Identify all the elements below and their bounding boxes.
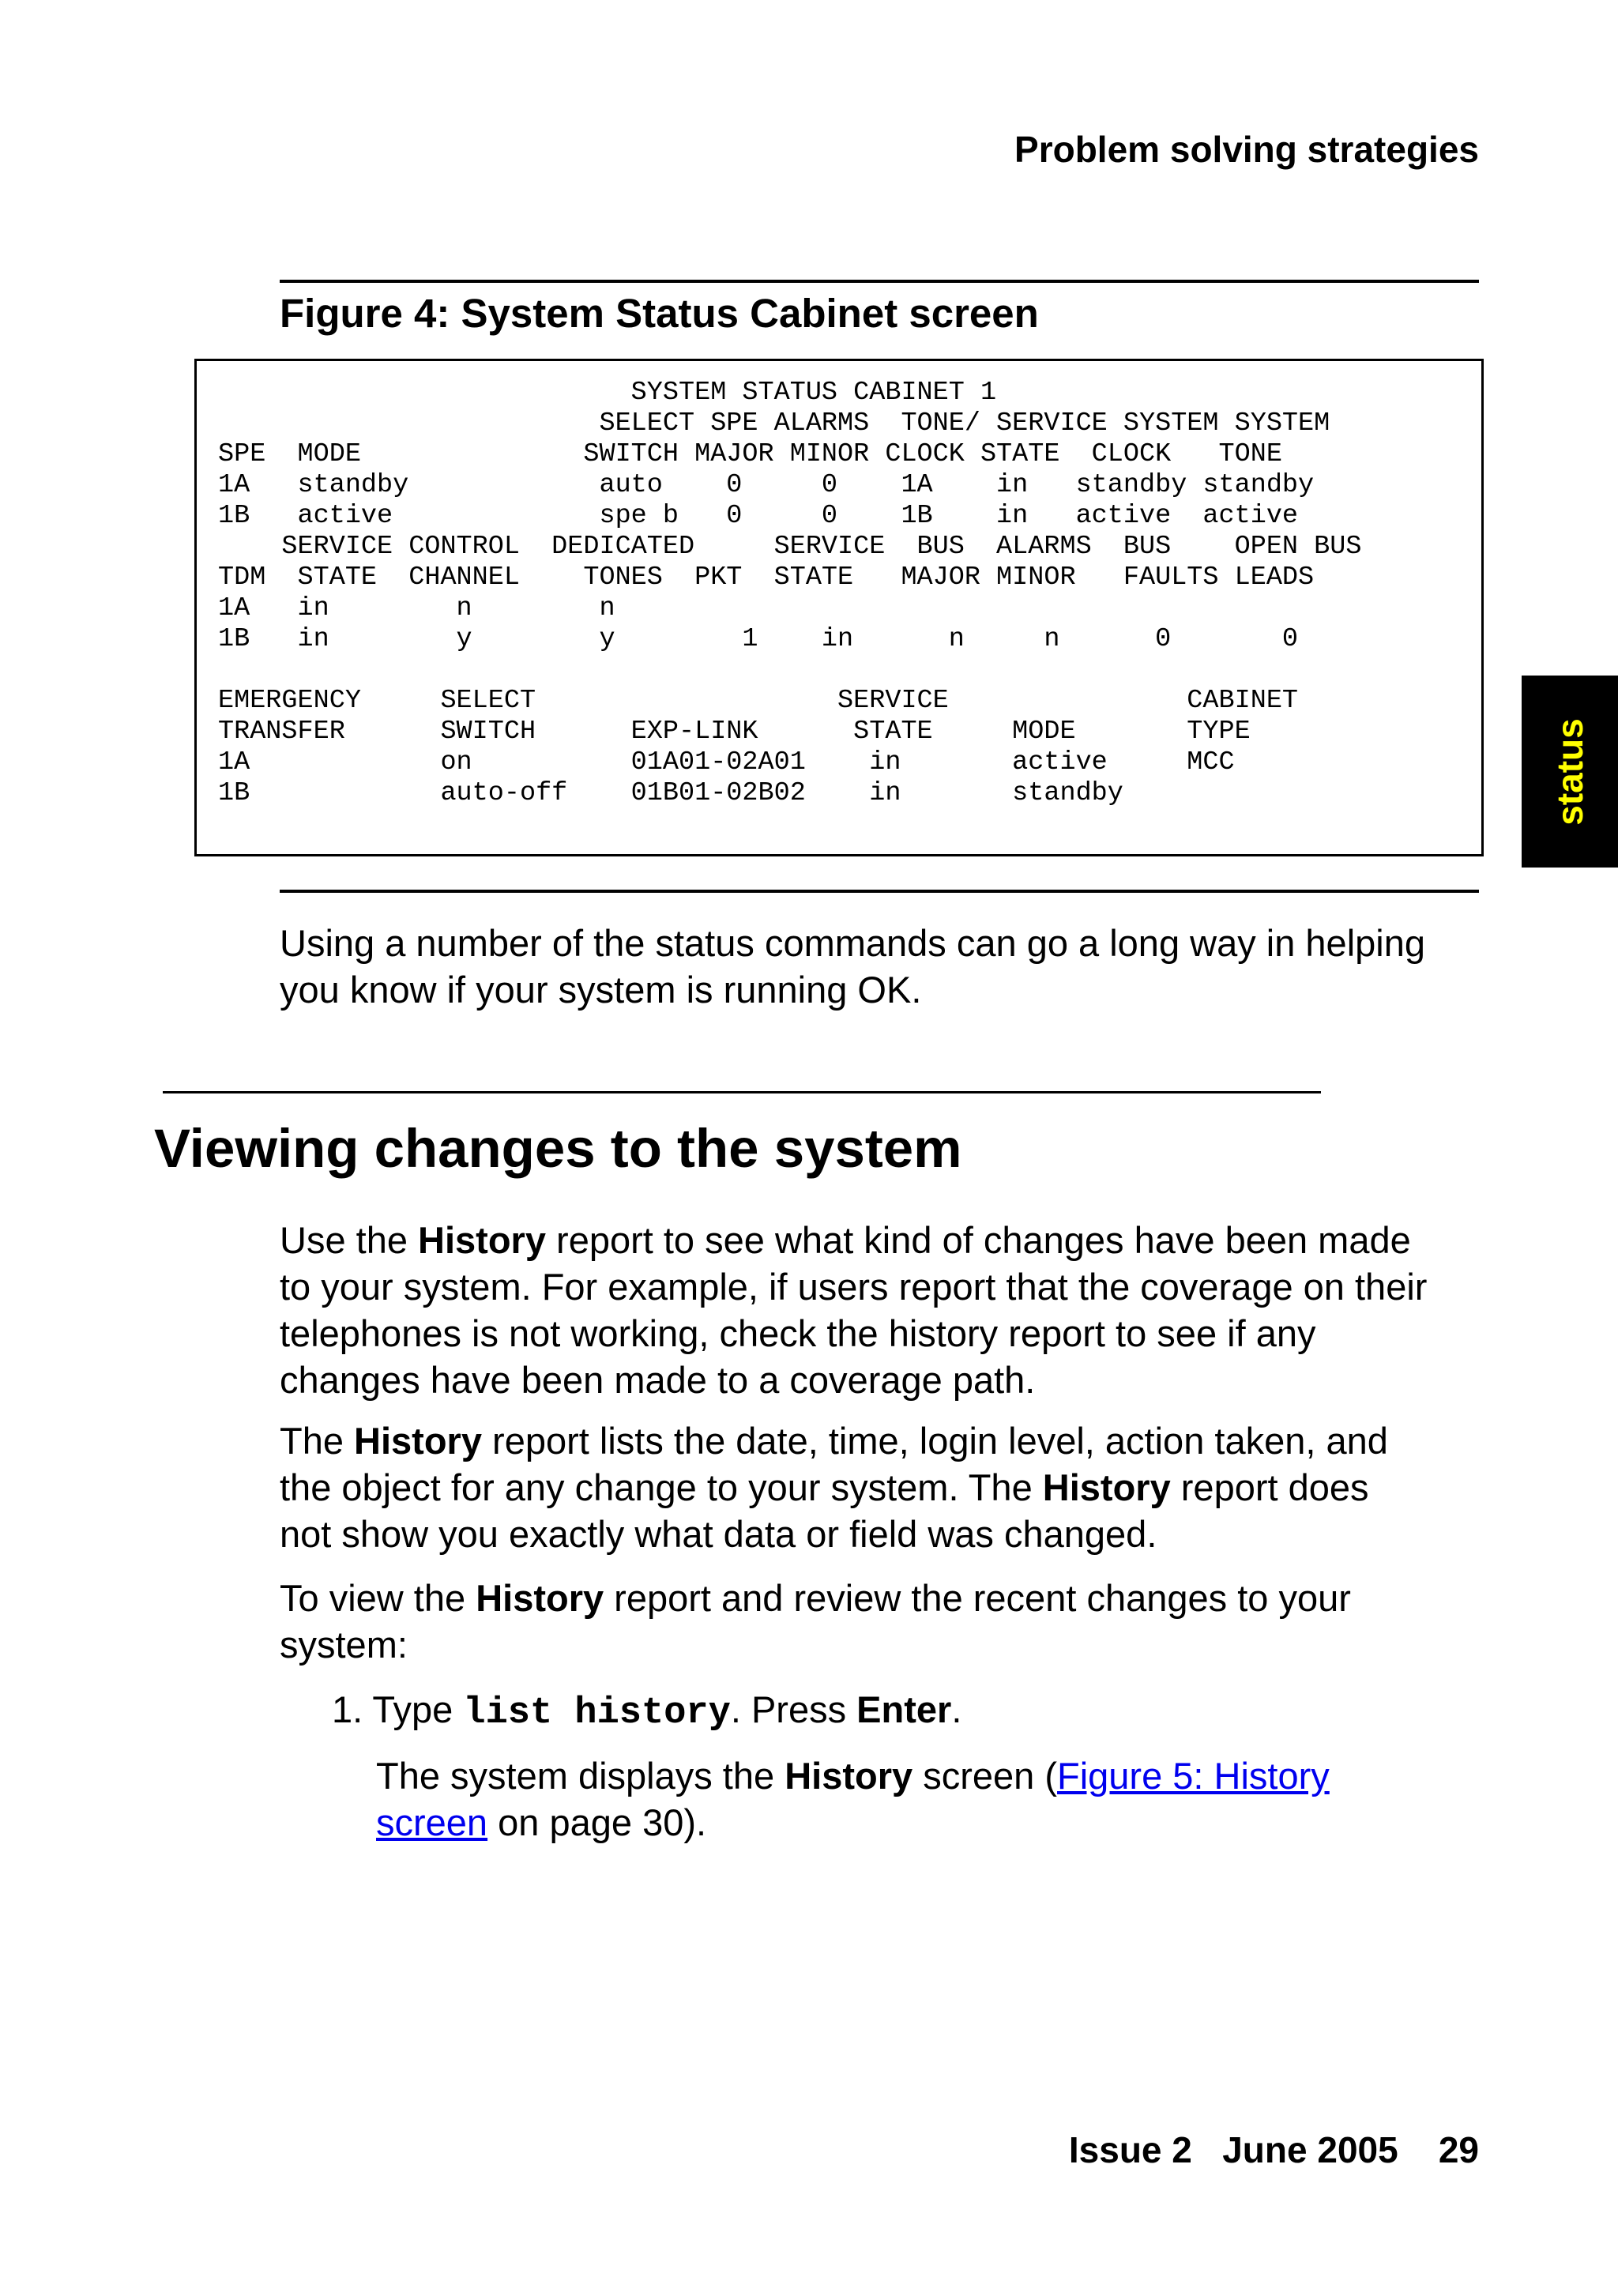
figure-5-link[interactable]: Figure 5: History [1057, 1755, 1330, 1797]
side-tab-label: status [1549, 717, 1590, 826]
history-paragraph-2 [280, 1417, 1388, 1557]
paragraph-line: the object for any change to your system. The History report does [280, 1466, 1369, 1508]
section-side-tab [1522, 676, 1618, 868]
figure-caption: Figure 4: System Status Cabinet screen [280, 291, 1039, 336]
running-header: Problem solving strategies [1014, 129, 1479, 170]
section-heading: Viewing changes to the system [154, 1118, 962, 1179]
section-rule [163, 1091, 1321, 1093]
figure-top-rule [280, 280, 1479, 283]
paragraph-line: telephones is not working, check the history report to see if any [280, 1312, 1316, 1354]
paragraph-line: The History report lists the date, time, login level, action taken, and [280, 1420, 1388, 1462]
issue-date: June 2005 [1222, 2129, 1398, 2170]
intro-line: you know if your system is running OK. [280, 969, 922, 1011]
step-1-result [376, 1752, 1330, 1846]
step-number: 1. [332, 1688, 363, 1730]
system-status-screen-text: SYSTEM STATUS CABINET 1 SELECT SPE ALARMS TONE/ SERVICE SYSTEM SYSTEM SPE MODE SWITCH MAJOR MINOR CLOCK STATE CLOCK TONE 1A standby auto 0 0 1A in standby standby 1B active spe b 0 0 1B in active active SERVICE CONTROL DEDICATED SERVICE BUS ALARMS BUS OPEN BUS TDM STATE CHANNEL TONES PKT STATE MAJOR MINOR FAULTS LEADS 1A in n n 1B in y y 1 in n n 0 0 EMERGENCY SELECT SERVICE CABINET TRANSFER SWITCH EXP-LINK STATE MODE TYPE 1A on 01A01-02A01 in active MCC 1B auto-off 01B01-02B02 in standby [218, 378, 1362, 808]
history-paragraph-1 [280, 1217, 1427, 1403]
paragraph-line: To view the History report and review the recent changes to your [280, 1577, 1351, 1619]
issue-label: Issue 2 [1068, 2129, 1192, 2170]
figure-bottom-rule [280, 890, 1479, 893]
figure-5-link-continued[interactable]: screen [376, 1801, 488, 1843]
intro-line: Using a number of the status commands can go a long way in helping [280, 922, 1426, 964]
paragraph-line: changes have been made to a coverage path. [280, 1359, 1036, 1401]
page-footer [1069, 2129, 1479, 2171]
step-1: 1. Type list history. Press Enter. [332, 1688, 962, 1734]
page-number: 29 [1438, 2129, 1479, 2170]
paragraph-line: not show you exactly what data or field was changed. [280, 1513, 1157, 1555]
key-name: Enter [856, 1688, 952, 1730]
paragraph-line: to your system. For example, if users report that the coverage on their [280, 1266, 1428, 1308]
command-text: list history [463, 1692, 731, 1734]
paragraph-line: screen on page 30). [376, 1801, 707, 1843]
paragraph-line: Use the History report to see what kind of changes have been made [280, 1219, 1411, 1261]
history-paragraph-3 [280, 1575, 1351, 1668]
intro-paragraph [280, 920, 1425, 1013]
paragraph-line: system: [280, 1624, 408, 1666]
paragraph-line: The system displays the History screen (Figure 5: History [376, 1755, 1330, 1797]
